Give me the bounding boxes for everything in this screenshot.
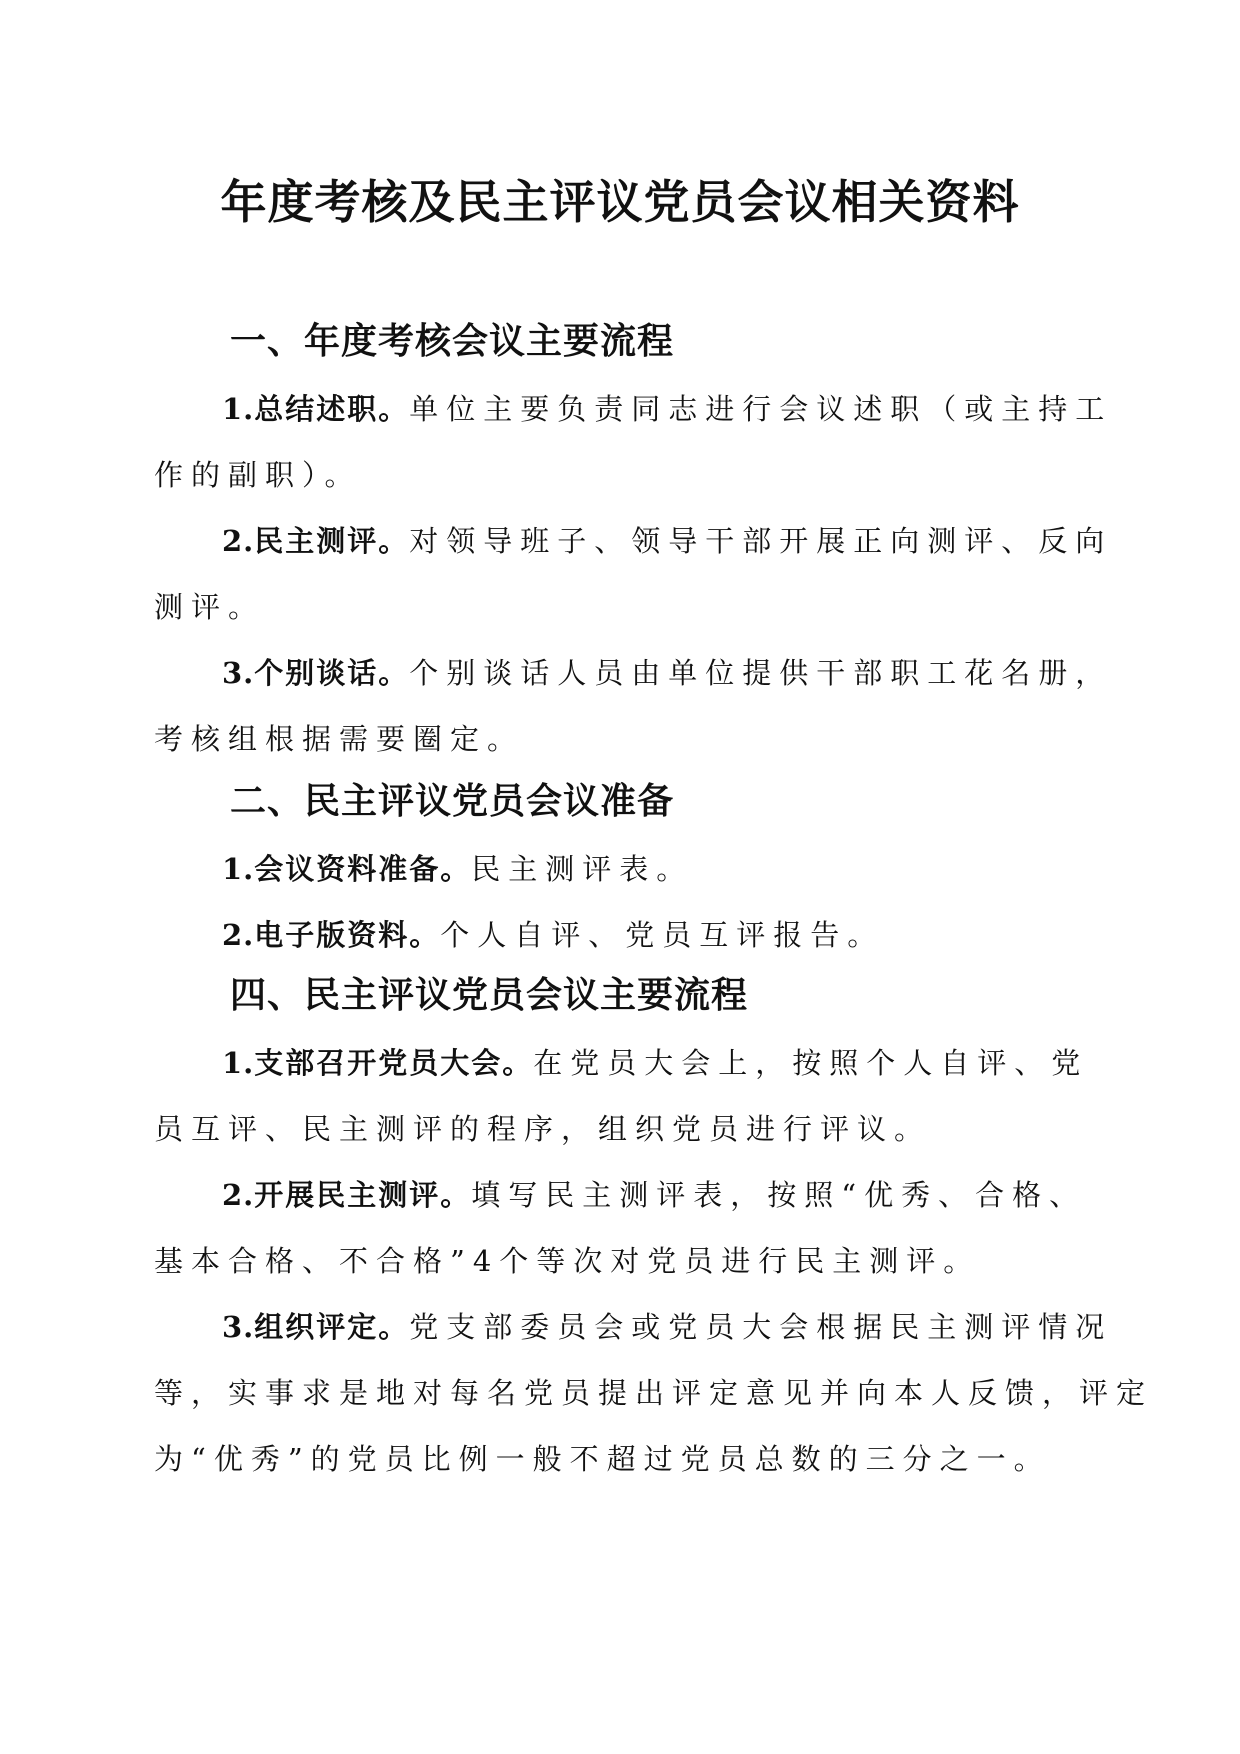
item-text: 个别谈话人员由单位提供干部职工花名册， <box>409 656 1113 690</box>
paragraph-line <box>154 508 1113 574</box>
paragraph-line: 等，实事求是地对每名党员提出评定意见并向本人反馈，评定 <box>154 1376 1154 1410</box>
item-keyword: 支部召开党员大会。 <box>254 1046 534 1080</box>
item-number: 1. <box>222 852 255 886</box>
item-number: 3. <box>222 656 255 690</box>
paragraph-item <box>154 1030 1089 1162</box>
section-heading: 四、民主评议党员会议主要流程 <box>230 975 749 1016</box>
paragraph-item <box>154 376 1113 508</box>
document-title: 年度考核及民主评议党员会议相关资料 <box>220 175 1020 229</box>
paragraph-line <box>154 1162 1087 1228</box>
item-number: 2. <box>222 1178 255 1212</box>
item-number: 1. <box>222 1046 255 1080</box>
item-keyword: 组织评定。 <box>254 1310 410 1344</box>
item-text: 对领导班子、领导干部开展正向测评、反向 <box>409 524 1113 558</box>
paragraph-line: 员互评、民主测评的程序，组织党员进行评议。 <box>154 1112 932 1146</box>
paragraph-line: 测评。 <box>154 590 266 624</box>
item-keyword: 开展民主测评。 <box>254 1178 472 1212</box>
paragraph-item <box>154 640 1113 772</box>
paragraph-line: 考核组根据需要圈定。 <box>154 722 525 756</box>
item-keyword: 会议资料准备。 <box>254 852 472 886</box>
item-number: 1. <box>222 392 255 426</box>
item-text: 单位主要负责同志进行会议述职（或主持工 <box>409 392 1113 426</box>
item-text: 在党员大会上，按照个人自评、党 <box>533 1046 1089 1080</box>
item-keyword: 电子版资料。 <box>254 918 441 952</box>
paragraph-line: 为“优秀”的党员比例一般不超过党员总数的三分之一。 <box>154 1442 1051 1476</box>
paragraph-item <box>154 1162 1087 1294</box>
paragraph-line <box>154 1294 1113 1360</box>
item-text: 民主测评表。 <box>471 852 694 886</box>
item-text: 填写民主测评表，按照“优秀、合格、 <box>471 1178 1087 1212</box>
paragraph-line <box>154 376 1113 442</box>
paragraph-item <box>154 1294 1154 1492</box>
paragraph-item <box>154 902 1084 968</box>
item-keyword: 总结述职。 <box>254 392 410 426</box>
item-keyword: 个别谈话。 <box>254 656 410 690</box>
item-keyword: 民主测评。 <box>254 524 410 558</box>
paragraph-line: 作的副职）。 <box>154 458 362 492</box>
section-heading: 一、年度考核会议主要流程 <box>230 321 675 362</box>
paragraph-line <box>154 640 1113 706</box>
item-text: 个人自评、党员互评报告。 <box>440 918 885 952</box>
paragraph-item <box>154 508 1113 640</box>
paragraph-line <box>154 902 1084 968</box>
paragraph-line <box>154 1030 1089 1096</box>
item-number: 2. <box>222 524 255 558</box>
section-heading: 二、民主评议党员会议准备 <box>230 781 675 822</box>
paragraph-line <box>154 836 1084 902</box>
item-number: 2. <box>222 918 255 952</box>
paragraph-item <box>154 836 1084 902</box>
item-number: 3. <box>222 1310 255 1344</box>
item-text: 党支部委员会或党员大会根据民主测评情况 <box>409 1310 1113 1344</box>
paragraph-line: 基本合格、不合格”4个等次对党员进行民主测评。 <box>154 1244 981 1278</box>
